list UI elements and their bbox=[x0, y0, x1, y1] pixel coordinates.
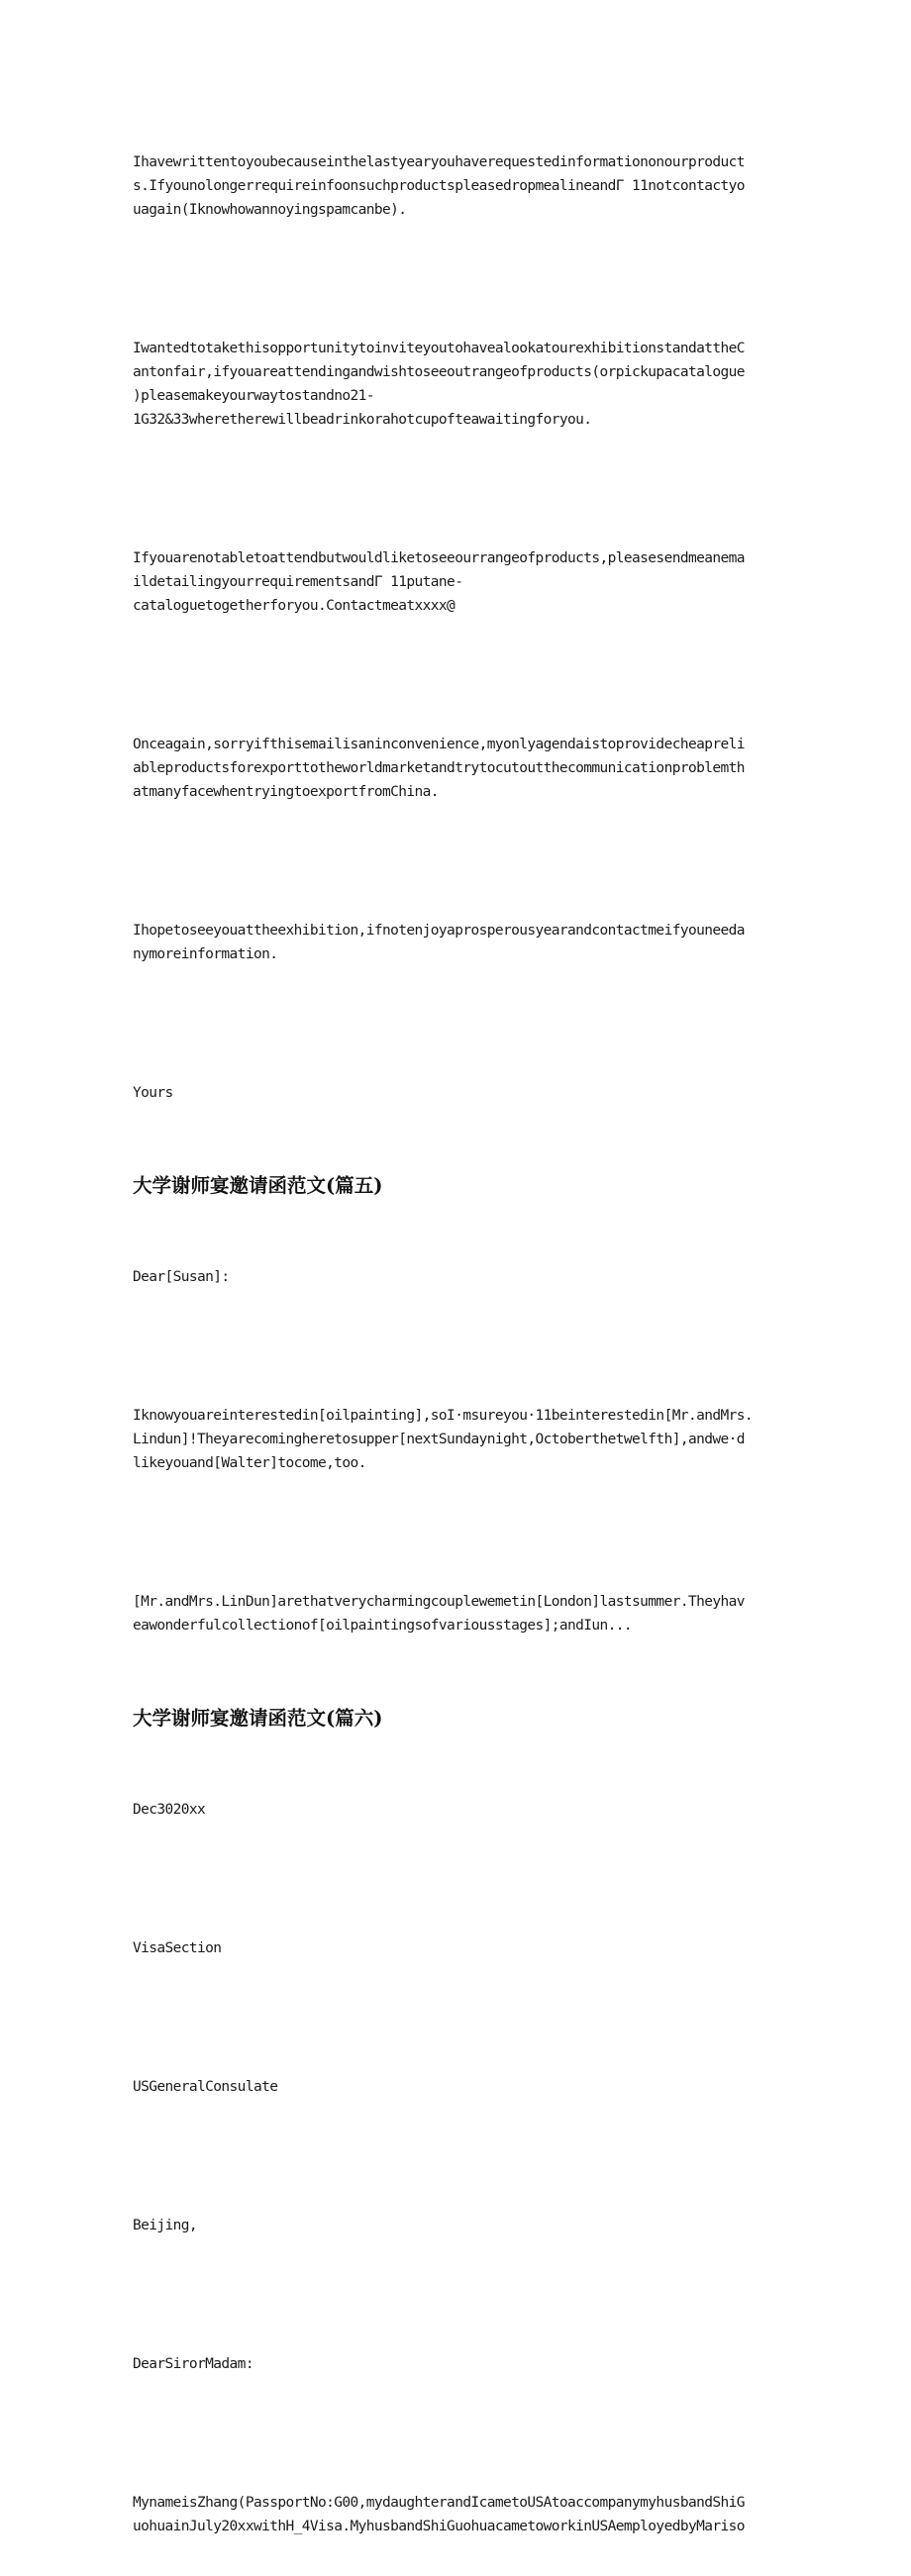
text-line: Yours bbox=[133, 1085, 173, 1101]
text-line: 1G32&33wheretherewillbeadrinkorahotcupofteawaitingforyou. bbox=[133, 412, 592, 428]
text-line: Dec3020xx bbox=[133, 1802, 206, 1818]
paragraph bbox=[133, 499, 776, 665]
text-line: [Mr.andMrs.LinDun]arethatverycharmingcouplewemetin[London]lastsummer.Theyhav bbox=[133, 1594, 745, 1610]
date-line bbox=[133, 1750, 776, 1869]
text-line: uohuainJuly20xxwithH_4Visa.MyhusbandShiGuohuacametoworkinUSAemployedbyMariso bbox=[133, 2519, 745, 2534]
text-line: likeyouand[Walter]tocome,too. bbox=[133, 1455, 366, 1471]
text-line: Dear[Susan]: bbox=[133, 1269, 230, 1285]
text-line: Ihopetoseeyouattheexhibition,ifnotenjoyaprosperousyearandcontactmeifyouneeda bbox=[133, 923, 745, 939]
text-line: USGeneralConsulate bbox=[133, 2079, 278, 2095]
paragraph bbox=[133, 1356, 776, 1523]
text-line: Onceagain,sorryifthisemailisaninconvenience,myonlyagendaistoprovidecheapreli bbox=[133, 737, 745, 752]
text-line: IwantedtotakethisopportunitytoinviteyoutohavealookatourexhibitionstandattheC bbox=[133, 341, 745, 356]
text-line: Iknowyouareinterestedin[oilpainting],soI·msureyou·11beinterestedin[Mr.andMrs. bbox=[133, 1408, 753, 1424]
text-line: VisaSection bbox=[133, 1940, 222, 1956]
document-page bbox=[133, 103, 776, 2576]
text-line: uagain(Iknowhowannoyingspamcanbe). bbox=[133, 202, 407, 218]
paragraph bbox=[133, 685, 776, 851]
text-line: DearSirorMadam: bbox=[133, 2356, 253, 2372]
address-line bbox=[133, 1889, 776, 2008]
text-line: Ifyouarenotabletoattendbutwouldliketoseeourrangeofproducts,pleasesendmeanema bbox=[133, 550, 745, 566]
salutation bbox=[133, 2305, 776, 2424]
text-line: Beijing, bbox=[133, 2218, 198, 2233]
letter-section-6 bbox=[133, 1705, 776, 2576]
address-line bbox=[133, 2166, 776, 2285]
paragraph bbox=[133, 2443, 776, 2576]
salutation bbox=[133, 1218, 776, 1337]
letter-section-5 bbox=[133, 1172, 776, 1685]
text-line: antonfair,ifyouareattendingandwishtoseeoutrangeofproducts(orpickupacatalogue bbox=[133, 364, 745, 380]
text-line: atmanyfacewhentryingtoexportfromChina. bbox=[133, 784, 439, 800]
paragraph bbox=[133, 289, 776, 479]
text-line: )pleasemakeyourwaytostandno21- bbox=[133, 388, 374, 404]
paragraph bbox=[133, 103, 776, 269]
paragraph bbox=[133, 1542, 776, 1685]
text-line: nymoreinformation. bbox=[133, 946, 278, 962]
text-line: Lindun]!Theyarecomingheretosupper[nextSundaynight,Octoberthetwelfth],andwe·d bbox=[133, 1432, 745, 1447]
paragraph bbox=[133, 871, 776, 1014]
text-line: ableproductsforexporttotheworldmarketandtrytocutoutthecommunicationproblemth bbox=[133, 760, 745, 776]
text-line: s.IfyounolongerrequireinfoonsuchproductspleasedropmealineandΓ 11notcontactyo bbox=[133, 178, 745, 194]
text-line: Ihavewrittentoyoubecauseinthelastyearyouhaverequestedinformationonourproduct bbox=[133, 154, 745, 170]
address-line bbox=[133, 2028, 776, 2146]
text-line: MynameisZhang(PassportNo:G00,mydaughterandIcametoUSAtoaccompanymyhusbandShiG bbox=[133, 2495, 745, 2511]
text-line: eawonderfulcollectionof[oilpaintingsofvariousstages];andIun... bbox=[133, 1618, 633, 1634]
letter-section-1 bbox=[133, 103, 776, 1152]
section-heading: 大学谢师宴邀请函范文(篇五) bbox=[133, 1174, 383, 1197]
text-line: cataloguetogetherforyou.Contactmeatxxxx@ bbox=[133, 598, 456, 614]
section-heading: 大学谢师宴邀请函范文(篇六) bbox=[133, 1707, 383, 1730]
text-line: ildetailingyourrequirementsandΓ 11putane- bbox=[133, 574, 463, 590]
closing bbox=[133, 1034, 776, 1152]
